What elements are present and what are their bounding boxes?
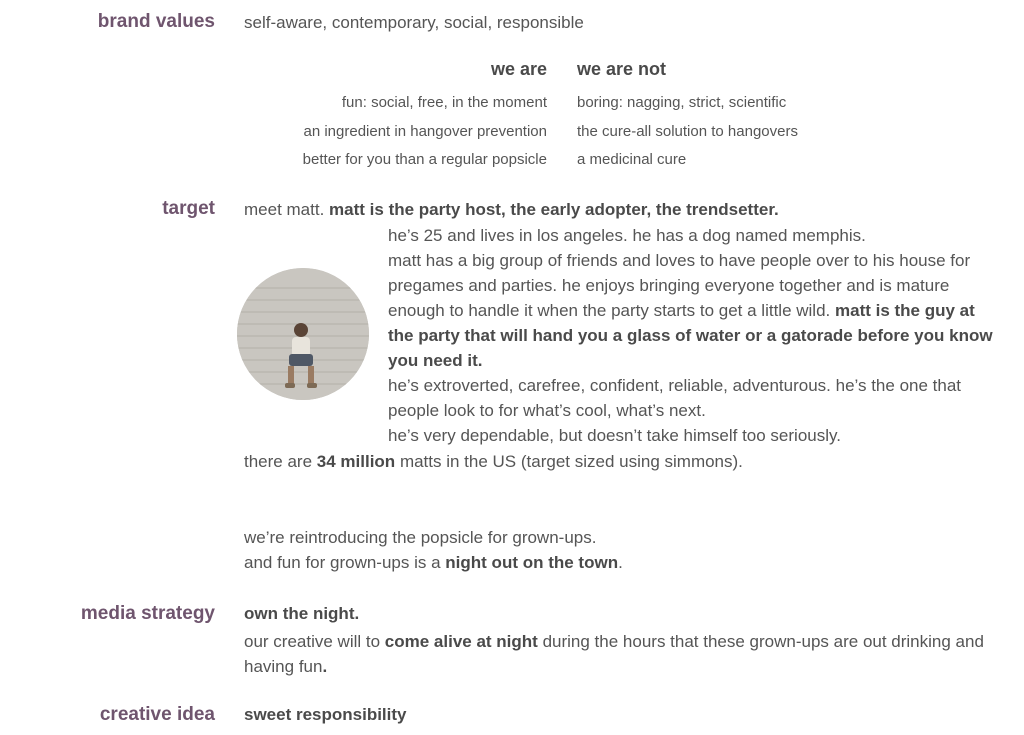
target-size-pre: there are [244,452,313,471]
reintro-line2 [244,553,623,573]
creative-idea-label: creative idea [99,704,215,725]
target-size [244,452,743,472]
target-intro-bold: matt is the party host, the early adopter, the trendsetter. [329,200,779,219]
media-strategy-text-post: during the hours that these grown-ups are out drinking and having fun [244,632,984,676]
target-bio-para2-text: matt has a big group of friends and loves to have people over to his house for pregames and parties. he enjoys bringing everyone together and is mature enough to handle it when the party starts to get a little wild. [388,251,971,320]
reintro-line2-bold: night out on the town [445,553,619,572]
target-intro-text: meet matt. [244,200,325,219]
we-are-item: fun: social, free, in the moment [341,94,547,111]
creative-idea-title: sweet responsibility [244,705,407,724]
brand-values-label: brand values [97,11,215,32]
media-strategy-text-pre: our creative will to [244,632,381,651]
target-bio-para4: he’s very dependable, but doesn’t take himself too seriously. [388,426,841,445]
target-size-bold: 34 million [316,452,396,471]
we-are-not-item: the cure-all solution to hangovers [577,123,798,140]
media-strategy-text-end: . [322,657,328,676]
we-are-heading: we are [490,59,547,79]
we-are-item: better for you than a regular popsicle [302,151,547,168]
target-bio-para3: he’s extroverted, carefree, confident, reliable, adventurous. he’s the one that people look to for what’s cool, what’s next. [388,376,962,420]
we-are-not-heading: we are not [577,59,667,79]
media-strategy-text-bold: come alive at night [384,632,538,651]
brand-values-text: self-aware, contemporary, social, responsible [244,13,584,32]
target-size-post: matts in the US (target sized using simmons). [399,452,743,471]
target-bio [388,223,1000,448]
matt-avatar [237,268,369,400]
target-intro [244,200,779,220]
reintro-line2-post: . [618,553,623,572]
target-bio-para2 [388,248,1000,373]
media-strategy-text [244,629,1004,679]
target-bio-para2-bold: matt is the guy at the party that will hand you a glass of water or a gatorade before you know you need it. [388,301,993,370]
media-strategy-title: own the night. [244,604,360,623]
target-label: target [162,198,215,219]
reintro-line2-pre: and fun for grown-ups is a [244,553,441,572]
we-are-not-item: a medicinal cure [577,151,687,168]
we-are-item: an ingredient in hangover prevention [303,123,547,140]
target-bio-line1: he’s 25 and lives in los angeles. he has a dog named memphis. [388,226,866,245]
reintro-line1: we’re reintroducing the popsicle for grown-ups. [244,528,597,547]
media-strategy-label: media strategy [80,603,215,624]
matt-photo-icon [237,268,369,400]
we-are-not-item: boring: nagging, strict, scientific [577,94,787,111]
